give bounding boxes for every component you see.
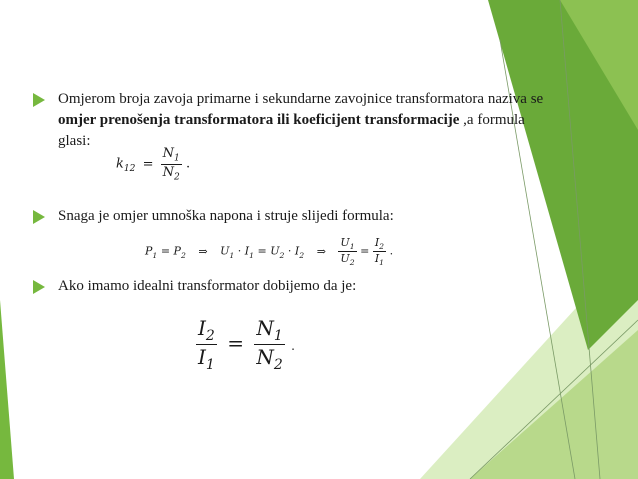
formula2-frac1-num: U — [340, 236, 350, 249]
formula1-fraction — [161, 146, 182, 182]
formula2-frac1-den-sub: 2 — [349, 258, 355, 268]
formula1-num: N — [162, 146, 175, 161]
formula2-arrow1: ⇒ — [198, 244, 208, 258]
formula3-den-r-sub: 2 — [273, 357, 283, 373]
formula1-lhs-sub: 12 — [123, 164, 136, 175]
formula2-frac2-num-sub: 2 — [379, 242, 385, 252]
formula1-eq: = — [142, 156, 154, 172]
bullet-1-line1: Omjerom broja zavoja primarne i sekundarne zavojnice transformatora naziva se — [58, 91, 544, 107]
bullet-triangle-icon — [33, 93, 45, 107]
formula2-p1: P — [145, 244, 153, 258]
formula2-frac2-den-sub: 1 — [379, 258, 385, 268]
formula2-dot1: · — [237, 244, 242, 258]
bullet-3-text: Ako imamo idealni transformator dobijemo da je: — [58, 278, 357, 294]
bullet-1-text — [58, 89, 598, 152]
formula2-eq3: = — [360, 244, 370, 258]
bullet-triangle-icon — [33, 280, 45, 294]
formula1-den-sub: 2 — [174, 172, 180, 183]
formula2-frac2-num: I — [374, 236, 380, 249]
formula2-eq1: = — [160, 244, 171, 258]
bullet-1-line3: glasi: — [58, 133, 91, 149]
formula3-num-l: I — [198, 316, 206, 340]
formula2-i2-sub: 2 — [299, 250, 305, 260]
formula2-p2: P — [173, 244, 181, 258]
formula1-end: . — [185, 156, 191, 172]
formula2-p1-sub: 1 — [152, 250, 158, 260]
formula3-den-r: N — [256, 345, 274, 369]
formula3-fraction-current — [196, 316, 217, 373]
formula2-u2-sub: 2 — [279, 250, 285, 260]
bullet-2-text: Snaga je omjer umnoška napona i struje slijedi formula: — [58, 208, 394, 224]
bullet-1-line2 — [58, 110, 598, 131]
formula1-den: N — [162, 164, 175, 180]
bullet-1-after-bold: ,a formula — [459, 112, 525, 128]
formula3-den-l-sub: 1 — [205, 357, 215, 373]
formula3-num-l-sub: 2 — [205, 328, 215, 344]
formula3-num-r-sub: 1 — [273, 328, 283, 344]
formula1-num-sub: 1 — [174, 153, 180, 164]
formula-power-balance — [145, 236, 393, 267]
formula2-p2-sub: 2 — [180, 250, 186, 260]
formula2-fraction-current — [373, 236, 386, 267]
formula3-fraction-turns — [254, 316, 284, 373]
formula2-dot2: · — [287, 244, 292, 258]
formula-transformation-ratio — [116, 146, 190, 182]
formula2-u1: U — [220, 244, 230, 258]
formula2-u1-sub: 1 — [229, 250, 235, 260]
formula2-i1-sub: 1 — [249, 250, 255, 260]
formula3-den-l: I — [198, 345, 206, 369]
formula2-arrow2: ⇒ — [316, 244, 326, 258]
formula2-i2: I — [294, 244, 300, 258]
formula2-eq2: = — [257, 244, 267, 258]
formula-ideal-transformer — [196, 316, 295, 373]
formula1-lhs: k — [116, 156, 124, 172]
formula2-i1: I — [244, 244, 250, 258]
formula2-fraction-voltage — [338, 236, 356, 267]
formula2-frac2-den: I — [374, 252, 380, 266]
formula2-u2: U — [270, 244, 280, 258]
left-sliver-shape — [0, 300, 14, 479]
bullet-1-bold: omjer prenošenja transformatora ili koeficijent transformacije — [58, 112, 460, 128]
formula2-frac1-num-sub: 1 — [349, 242, 355, 252]
formula2-frac1-den: U — [340, 252, 350, 266]
formula2-end: . — [389, 244, 394, 258]
formula3-end: . — [291, 339, 295, 353]
formula3-num-r: N — [256, 316, 274, 340]
bullet-triangle-icon — [33, 210, 45, 224]
formula3-eq: = — [227, 331, 244, 355]
